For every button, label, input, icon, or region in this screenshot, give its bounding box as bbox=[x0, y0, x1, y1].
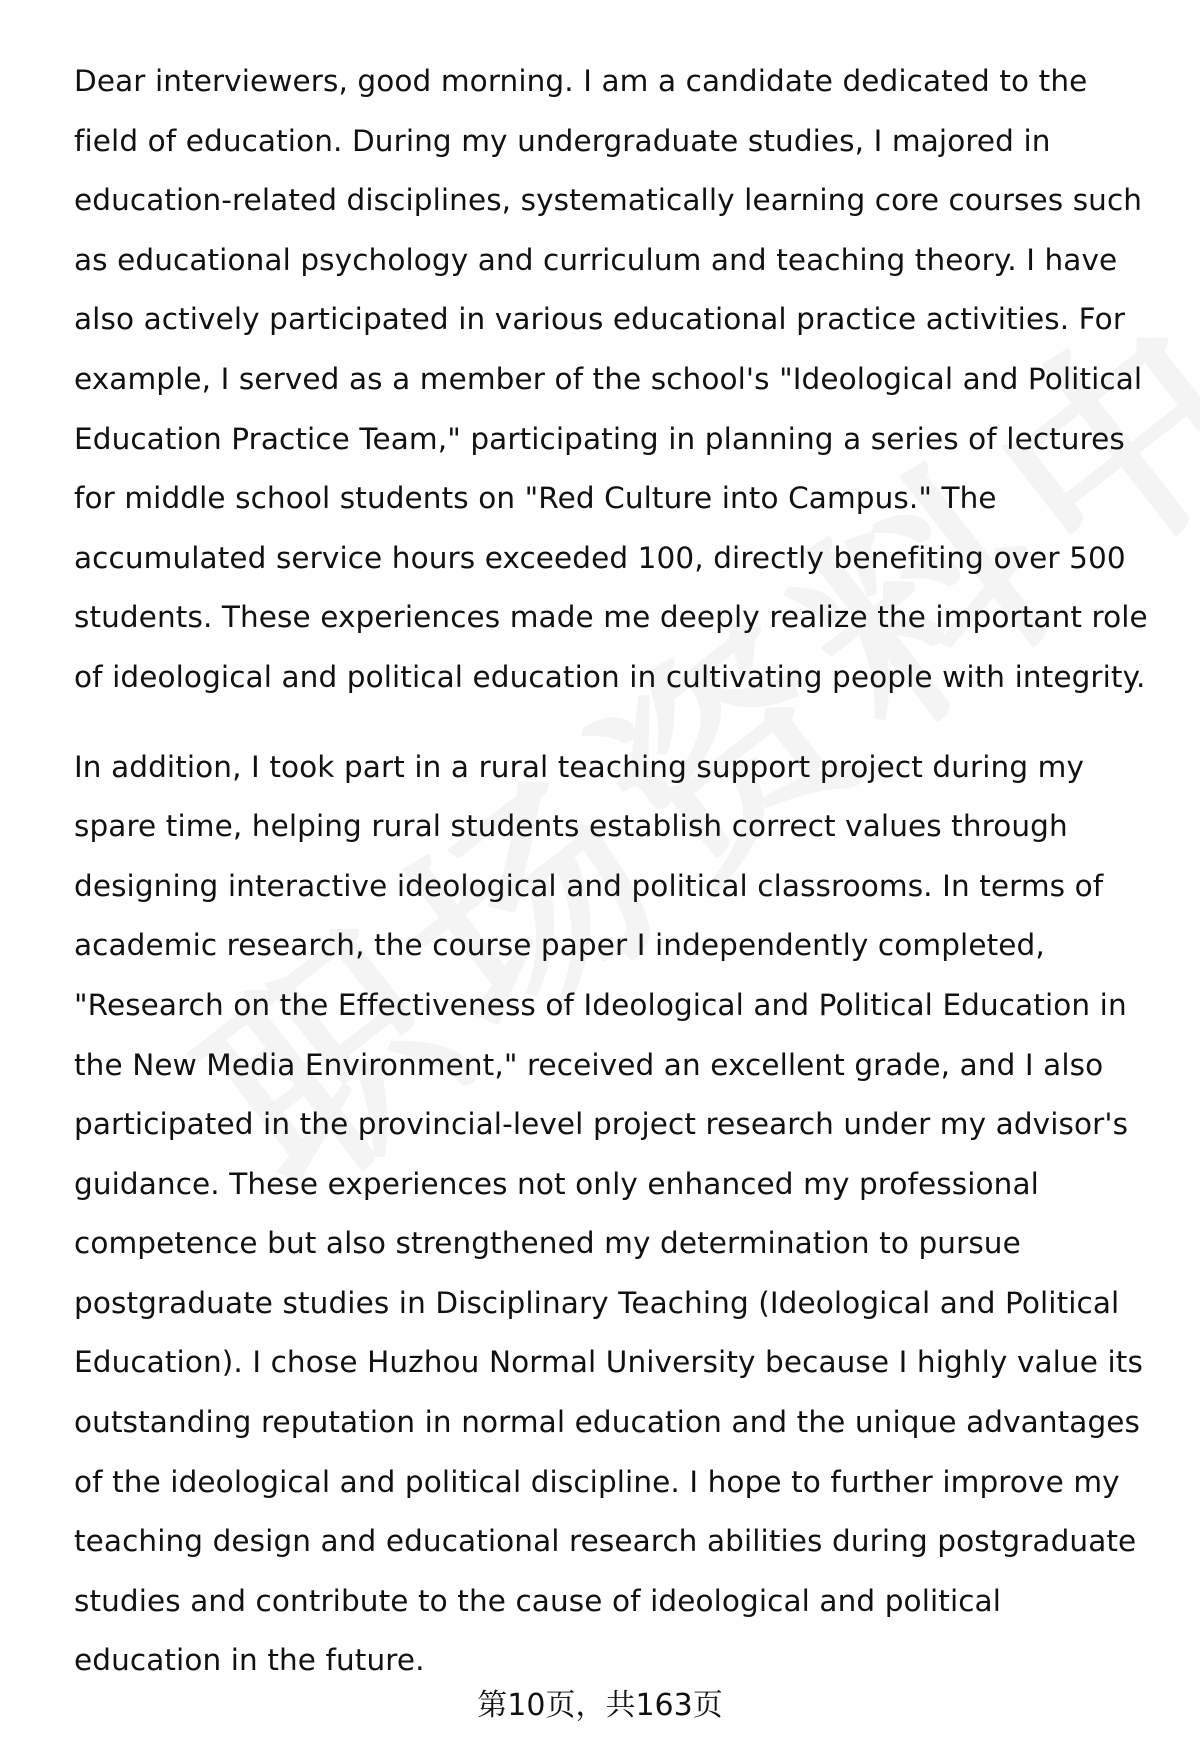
paragraph-1: Dear interviewers, good morning. I am a candidate dedicated to the field of education. During my undergraduate studies, I majored in education-related disciplines, systematically learning core courses such as educational psychology and curriculum and teaching theory. I have also actively participated in various educational practice activities. For example, I served as a member of the school's "Ideological and Political Education Practice Team," participating in planning a series of lectures for middle school students on "Red Culture into Campus." The accumulated service hours exceeded 100, directly benefiting over 500 students. These experiences made me deeply realize the important role of ideological and political education in cultivating people with integrity. bbox=[74, 64, 1148, 694]
document-body bbox=[74, 52, 1154, 1691]
paragraph-2: In addition, I took part in a rural teaching support project during my spare time, helping rural students establish correct values through designing interactive ideological and political classrooms. In terms of academic research, the course paper I independently completed, "Research on the Effectiveness of Ideological and Political Education in the New Media Environment," received an excellent grade, and I also participated in the provincial-level project research under my advisor's guidance. These experiences not only enhanced my professional competence but also strengthened my determination to pursue postgraduate studies in Disciplinary Teaching (Ideological and Political Education). I chose Huzhou Normal University because I highly value its outstanding reputation in normal education and the unique advantages of the ideological and political discipline. I hope to further improve my teaching design and educational research abilities during postgraduate studies and contribute to the cause of ideological and political education in the future. bbox=[74, 749, 1143, 1678]
page-number-footer: 第10页，共163页 bbox=[477, 1688, 723, 1723]
